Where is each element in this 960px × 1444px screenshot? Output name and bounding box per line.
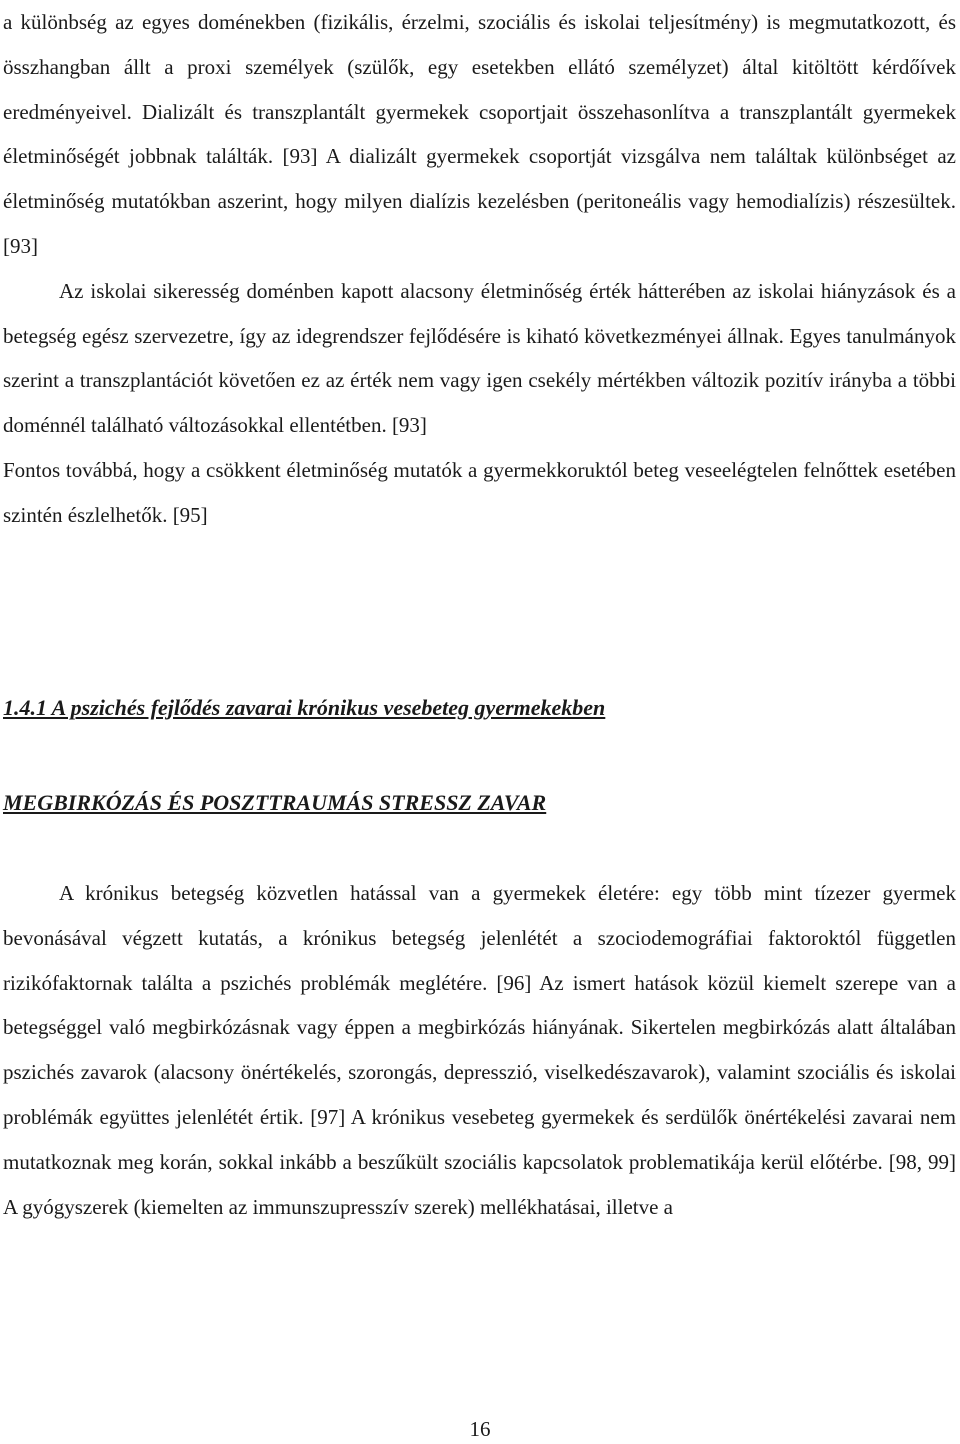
section-subheading: MEGBIRKÓZÁS ÉS POSZTTRAUMÁS STRESSZ ZAVAR (3, 790, 547, 815)
paragraph-adults: Fontos továbbá, hogy a csökkent életminőség mutatók a gyermekkoruktól beteg veseelégtelen felnőttek esetében szintén észlelhetők. [95] (3, 457, 956, 527)
paragraph-school-success: Az iskolai sikeresség doménben kapott alacsony életminőség érték hátterében az iskolai hiányzások és a betegség egész szervezetre, így az idegrendszer fejlődésére is kiható következményei állnak. Egyes tanulmányok szerint a transzplantációt követően ez az érték nem vagy igen csekély mértékben változik pozitív irányba a többi doménnél található változásokkal ellentétben. [93] (3, 278, 956, 438)
section-heading: 1.4.1 A pszichés fejlődés zavarai krónikus vesebeteg gyermekekben (3, 695, 606, 720)
paragraph-continuation: a különbség az egyes doménekben (fizikális, érzelmi, szociális és iskolai teljesítmény) is megmutatkozott, és összhangban állt a proxi személyek (szülők, egy esetekben ellátó személyzet) által kitöltött kérdőívek eredményeivel. Dializált és transzplantált gyermekek csoportjait összehasonlítva a transzplantált gyermekek életminőségét jobbnak találták. [93] A dializált gyermekek csoportját vizsgálva nem találtak különbséget az életminőség mutatókban aszerint, hogy milyen dialízis kezelésben (peritoneális vagy hemodialízis) részesültek. [93] (3, 10, 956, 258)
text-block-bottom (3, 871, 956, 1229)
paragraph-chronic-illness: A krónikus betegség közvetlen hatással van a gyermekek életére: egy több mint tízezer gyermek bevonásával végzett kutatás, a krónikus betegség jelenlétét a szociodemográfiai faktoroktól független rizikófaktornak találta a pszichés problémák meglétére. [96] Az ismert hatások közül kiemelt szerepe van a betegséggel való megbirkózásnak vagy éppen a megbirkózás hiányának. Sikertelen megbirkózás alatt általában pszichés zavarok (alacsony önértékelés, szorongás, depresszió, viselkedészavarok), valamint szociális és iskolai problémák együttes jelenlétét értik. [97] A krónikus vesebeteg gyermekek és serdülők önértékelési zavarai nem mutatkoznak meg korán, sokkal inkább a beszűkült szociális kapcsolatok problematikája kerül előtérbe. [98, 99] A gyógyszerek (kiemelten az immunszupresszív szerek) mellékhatásai, illetve a (3, 881, 956, 1219)
text-block-top (3, 0, 956, 538)
page-number: 16 (469, 1417, 491, 1441)
